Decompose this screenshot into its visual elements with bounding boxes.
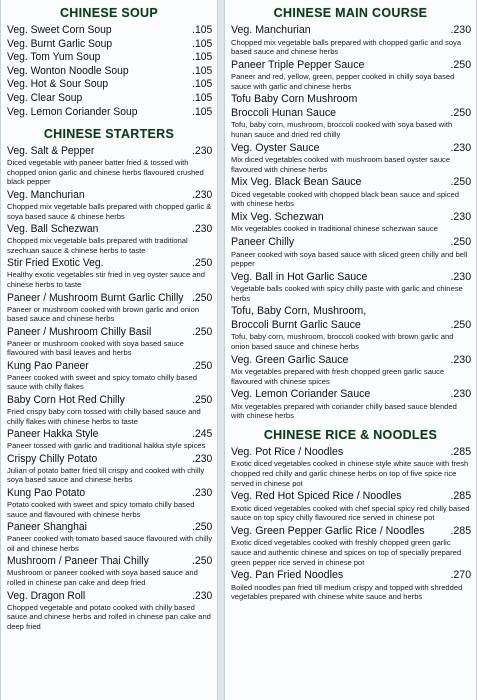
- menu-item-row: [7, 326, 212, 339]
- dish-price: .285: [450, 524, 472, 537]
- section-title-rice-noodles: CHINESE RICE & NOODLES: [263, 427, 438, 442]
- dish-name: Veg. Sweet Corn Soup: [7, 24, 112, 36]
- dish-description: Healthy exotic vegetables stir fried in veg oyster sauce and chinese herbs to taste: [7, 270, 205, 289]
- menu-item: [225, 24, 476, 57]
- menu-item-row: [231, 319, 471, 333]
- menu-item: [225, 59, 476, 92]
- dish-description: Tofu, baby corn, mushroom, broccoli cooked with brown garlic and onion based sauce and chinese herbs: [231, 332, 454, 351]
- dish-description: Chopped mix vegetable balls prepared with chopped garlic and soya based sauce and chinese herbs: [231, 37, 462, 57]
- dish-price: .230: [450, 388, 472, 401]
- dish-price: .230: [450, 210, 472, 223]
- dish-name: Paneer Triple Pepper Sauce: [231, 58, 365, 71]
- dish-price: .105: [192, 37, 213, 50]
- dish-price: .105: [192, 105, 213, 118]
- dish-name: Paneer / Mushroom Chilly Basil: [7, 325, 152, 338]
- dish-name: Veg. Salt & Pepper: [7, 145, 95, 158]
- section-title-main-course: CHINESE MAIN COURSE: [273, 6, 428, 20]
- menu-item-row: [231, 305, 471, 319]
- menu-item-row: [231, 446, 471, 460]
- dish-name: Veg. Hot & Sour Soup: [7, 78, 109, 91]
- menu-item: [1, 292, 217, 324]
- dish-description: Chopped vegetable and potato cooked with chilly based sauce and chinese herbs and rolled in chinese pan cake and deep fried: [7, 602, 211, 631]
- dish-price: .230: [192, 145, 213, 158]
- menu-item-row: [7, 65, 212, 79]
- dish-price: .105: [192, 24, 213, 36]
- dish-price: .230: [192, 487, 213, 500]
- dish-description: Potato cooked with sweet and spicy tomato chilly based sauce and flavoured with chinese herbs: [7, 500, 195, 519]
- menu-item-row: [7, 78, 212, 92]
- dish-name: Kung Pao Paneer: [7, 359, 89, 372]
- menu-item: [225, 107, 476, 140]
- dish-name: Paneer Hakka Style: [7, 428, 99, 441]
- menu-item: [1, 189, 217, 221]
- menu-item: [225, 142, 476, 175]
- dish-name: Veg. Ball Schezwan: [7, 223, 99, 236]
- dish-description: Paneer cooked with soya based sauce with sliced green chilly and bell pepper: [231, 249, 468, 269]
- menu-item-row: [7, 394, 212, 407]
- dish-price: .250: [192, 521, 213, 534]
- dish-name: Tofu Baby Corn Mushroom: [231, 93, 358, 106]
- dish-price: .230: [192, 589, 213, 602]
- menu-item-row: [231, 236, 471, 250]
- menu-item-row: [7, 106, 212, 120]
- menu-item-row: [231, 107, 471, 121]
- menu-item-row: [7, 51, 212, 65]
- dish-price: .250: [192, 257, 213, 270]
- menu-item-row: [231, 24, 471, 38]
- dish-description: Paneer and red, yellow, green, pepper cooked in chilly soya based sauce with garlic and chinese herbs: [231, 72, 455, 91]
- menu-item: [1, 428, 217, 451]
- menu-item-row: [231, 490, 471, 504]
- dish-name: Mix Veg. Schezwan: [231, 210, 324, 223]
- menu-item-row: [231, 59, 471, 73]
- dish-price: .250: [192, 325, 213, 338]
- dish-name: Veg. Red Hot Spiced Rice / Noodles: [231, 490, 402, 503]
- dish-price: .230: [450, 270, 472, 283]
- dish-description: Paneer cooked with sweet and spicy tomato chilly based sauce with chilly flakes: [7, 372, 197, 392]
- menu-item-row: [7, 590, 212, 603]
- dish-name: Veg. Wonton Noodle Soup: [7, 64, 129, 77]
- dish-price: .245: [192, 428, 213, 441]
- dish-name: Veg. Tom Yum Soup: [7, 51, 101, 64]
- menu-item: [225, 490, 476, 523]
- dish-price: .230: [192, 452, 213, 465]
- dish-description: Chopped mix vegetable balls prepared with traditional szechuan sauce & chinese herbs to taste: [7, 236, 188, 255]
- dish-name: Mushroom / Paneer Thai Chilly: [7, 555, 149, 568]
- dish-name: Veg. Clear Soup: [7, 91, 83, 104]
- dish-description: Paneer cooked with tomato based sauce flavoured with chilly oil and chinese herbs: [7, 534, 213, 553]
- dish-name: Veg. Pot Rice / Noodles: [231, 445, 344, 458]
- main-course-list: [225, 24, 476, 421]
- menu-item-row: [7, 453, 212, 466]
- menu-item-row: [231, 271, 471, 285]
- menu-item-row: [7, 521, 212, 534]
- menu-item: [1, 106, 217, 120]
- dish-name: Paneer Shanghai: [7, 521, 87, 534]
- menu-item-row: [7, 360, 212, 373]
- menu-item-row: [7, 145, 212, 158]
- dish-price: .250: [192, 359, 213, 372]
- dish-price: .230: [192, 223, 213, 236]
- dish-price: .250: [192, 555, 213, 568]
- dish-description: Tofu, baby corn, mushroom, broccoli cooked with soya based with hunan sauce and dried red chilly: [231, 120, 453, 139]
- dish-name: Veg. Lemon Coriander Sauce: [231, 388, 371, 401]
- dish-price: .250: [450, 318, 472, 331]
- dish-price: .105: [192, 91, 213, 104]
- menu-item: [1, 257, 217, 289]
- menu-item: [1, 521, 217, 553]
- menu-item: [1, 38, 217, 52]
- menu-item: [225, 93, 476, 107]
- menu-item: [225, 388, 476, 421]
- dish-description: Boiled noodles pan fried till medium crispy and topped with shredded vegetables prepared with chinese white sauce and herbs: [231, 582, 463, 602]
- menu-item-row: [7, 189, 212, 202]
- dish-price: .285: [450, 490, 472, 503]
- dish-description: Paneer tossed with garlic and traditional hakka style spices: [7, 441, 206, 451]
- rice-noodles-list: [225, 446, 476, 602]
- dish-price: .285: [450, 445, 472, 458]
- menu-item-row: [231, 569, 471, 583]
- menu-item: [1, 78, 217, 92]
- dish-name: Tofu, Baby Corn, Mushroom,: [231, 305, 367, 318]
- dish-description: Fried crispy baby corn tossed with chilly based sauce and chilly flakes with chinese herbs to taste: [7, 407, 201, 426]
- dish-price: .250: [192, 394, 213, 407]
- dish-name: Veg. Manchurian: [231, 24, 311, 36]
- dish-name: Baby Corn Hot Red Chilly: [7, 394, 125, 407]
- menu-item-row: [7, 292, 212, 305]
- menu-item: [1, 65, 217, 79]
- menu-item: [225, 211, 476, 234]
- dish-price: .250: [192, 291, 213, 304]
- dish-description: Exotic diced vegetables cooked in chinese style white sauce with fresh chopped red chilly and garlic chinese herbs on top of five spice rice served in chinese pot: [231, 459, 469, 488]
- dish-description: Paneer or mushroom cooked with soya based sauce flavoured with basil leaves and herbs: [7, 338, 184, 358]
- dish-name: Veg. Dragon Roll: [7, 589, 86, 602]
- menu-item: [1, 360, 217, 392]
- dish-name: Broccoli Burnt Garlic Sauce: [231, 318, 361, 331]
- dish-price: .250: [450, 236, 472, 249]
- dish-name: Broccoli Hunan Sauce: [231, 106, 337, 119]
- menu-item-row: [7, 487, 212, 500]
- dish-price: .250: [450, 176, 472, 189]
- menu-item: [225, 236, 476, 269]
- dish-price: .105: [192, 78, 213, 91]
- starters-list: [1, 145, 217, 631]
- menu-item: [225, 305, 476, 319]
- dish-description: Exotic diced vegetables cooked with chef special spicy red chilly based sauce on top spicy chilly flavoured rice served in chinese pot: [231, 503, 470, 523]
- menu-item-row: [231, 176, 471, 190]
- dish-price: .250: [450, 58, 472, 71]
- dish-name: Veg. Manchurian: [7, 188, 85, 201]
- menu-item: [225, 569, 476, 602]
- dish-price: .270: [450, 569, 472, 582]
- dish-name: Paneer / Mushroom Burnt Garlic Chilly: [7, 291, 184, 304]
- left-column: [0, 0, 218, 700]
- dish-price: .250: [450, 106, 472, 119]
- dish-name: Veg. Pan Fried Noodles: [231, 569, 344, 582]
- dish-name: Kung Pao Potato: [7, 487, 86, 500]
- menu-item-row: [231, 354, 471, 368]
- dish-description: Vegetable balls cooked with spicy chilly paste with garlic and chinese herbs: [231, 284, 463, 303]
- dish-description: Paneer or mushroom cooked with brown garlic and onion based sauce and chinese herbs: [7, 304, 200, 324]
- menu-item: [1, 555, 217, 587]
- section-title-soup: CHINESE SOUP: [59, 6, 159, 20]
- dish-name: Veg. Oyster Sauce: [231, 141, 320, 154]
- section-title-starters: CHINESE STARTERS: [43, 127, 175, 142]
- dish-description: Exotic diced vegetables cooked with freshly chopped green garlic sauce and authentic chinese and spices on top of specially prepared green pepper rice served in chinese pot: [231, 538, 462, 567]
- menu-item: [1, 92, 217, 106]
- dish-description: Diced vegetable cooked with chopped black bean sauce and spiced with chinese herbs: [231, 189, 459, 209]
- dish-name: Veg. Green Pepper Garlic Rice / Noodles: [231, 524, 425, 537]
- dish-name: Mix Veg. Black Bean Sauce: [231, 176, 362, 189]
- menu-item: [1, 326, 217, 358]
- menu-item: [225, 354, 476, 387]
- menu-item-row: [7, 555, 212, 568]
- menu-item: [1, 51, 217, 65]
- menu-item: [1, 590, 217, 632]
- dish-description: Mix vegetables prepared with fresh chopped green garlic sauce flavoured with chinese spices: [231, 367, 445, 386]
- menu-item: [225, 176, 476, 209]
- dish-name: Veg. Ball in Hot Garlic Sauce: [231, 270, 368, 283]
- dish-name: Veg. Green Garlic Sauce: [231, 353, 349, 366]
- menu-item-row: [231, 211, 471, 225]
- menu-item-row: [7, 223, 212, 236]
- soup-list: [1, 24, 217, 119]
- dish-name: Crispy Chilly Potato: [7, 452, 98, 465]
- menu-item: [1, 223, 217, 255]
- menu-item-row: [7, 257, 212, 270]
- menu-item: [1, 145, 217, 187]
- dish-description: Chopped mix vegetable balls prepared with chopped garlic & soya based sauce & chinese herbs: [7, 201, 212, 221]
- dish-description: Mix vegetables prepared with coriander chilly based sauce blended with chinese herbs: [231, 401, 457, 421]
- dish-description: Mix diced vegetables cooked with mushroom based oyster sauce flavoured with chinese herbs: [231, 155, 451, 174]
- menu-item: [225, 525, 476, 567]
- menu-item-row: [7, 38, 212, 52]
- dish-description: Mushroom or paneer cooked with soya based sauce and rolled in chinese pan cake and deep fried: [7, 568, 198, 587]
- menu-item: [1, 487, 217, 519]
- dish-name: Veg. Lemon Coriander Soup: [7, 105, 138, 118]
- dish-price: .230: [450, 141, 472, 154]
- dish-description: Mix vegetables cooked in traditional chinese schezwan sauce: [231, 224, 438, 234]
- menu-item: [225, 319, 476, 352]
- menu-item-row: [231, 142, 471, 156]
- dish-price: .230: [450, 24, 472, 36]
- dish-name: Paneer Chilly: [231, 236, 295, 249]
- menu-item-row: [7, 92, 212, 106]
- dish-name: Veg. Burnt Garlic Soup: [7, 37, 113, 50]
- dish-price: .230: [450, 353, 472, 366]
- menu-item-row: [7, 428, 212, 441]
- menu-item: [225, 271, 476, 304]
- menu-item-row: [231, 93, 471, 107]
- dish-price: .105: [192, 64, 213, 77]
- dish-name: Stir Fried Exotic Veg.: [7, 257, 104, 270]
- menu-item-row: [231, 525, 471, 539]
- dish-price: .230: [192, 188, 213, 201]
- menu-item: [1, 24, 217, 38]
- dish-description: Julian of potato batter fried till crispy and cooked with chilly soya based sauce and chinese herbs: [7, 465, 205, 485]
- menu-item: [1, 453, 217, 485]
- menu-item: [225, 446, 476, 488]
- menu-item-row: [7, 24, 212, 38]
- dish-price: .105: [192, 51, 213, 64]
- right-column: [224, 0, 477, 700]
- menu-item: [1, 394, 217, 426]
- menu-item-row: [231, 388, 471, 402]
- dish-description: Diced vegetable with paneer batter fried & tossed with chopped onion garlic and chinese herbs flavoured crushed black pepper: [7, 158, 204, 187]
